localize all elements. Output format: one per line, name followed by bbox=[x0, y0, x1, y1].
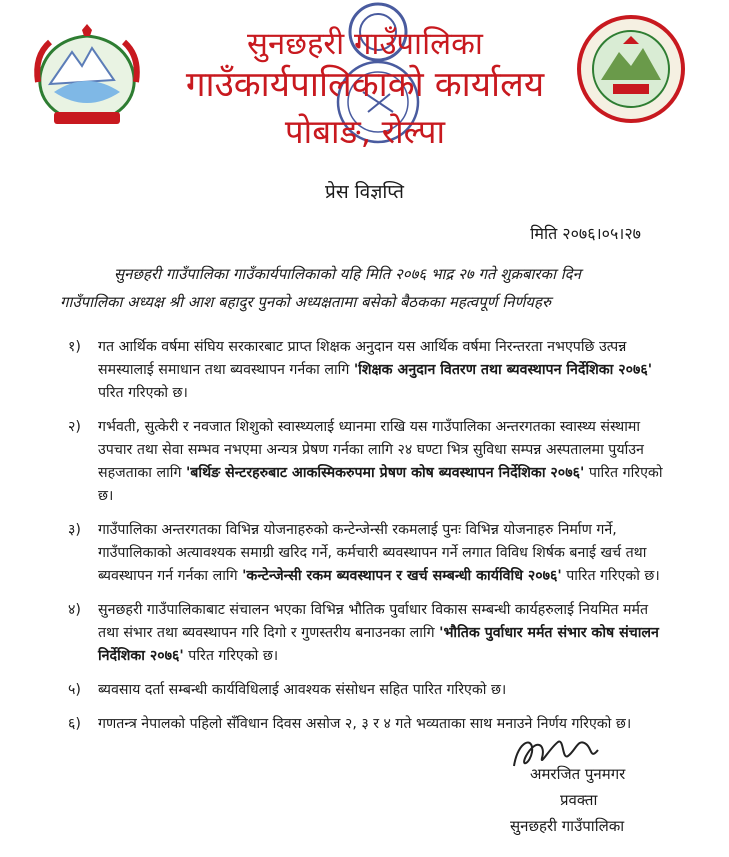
signatory-org: सुनछहरी गाउँपालिका bbox=[510, 817, 625, 835]
list-item bbox=[68, 336, 663, 405]
municipality-logo-icon bbox=[571, 14, 691, 124]
municipality-name: सुनछहरी गाउँपालिका bbox=[247, 26, 483, 62]
item-text: गाउँपालिका अन्तरगतका विभिन्न योजनाहरुको कन्टेन्जेन्सी रकमलाई पुनः विभिन्न योजनाहरु निर्माण गर्ने, गाउँपालिकाको अत्यावश्यक समाग्री खरिद गर्ने, कर्मचारी ब्यवस्थापन गर्ने लगात विविध शिर्षक बनाई खर्च तथा ब्यवस्थापन गर्न गर्नका लागि bbox=[98, 522, 647, 584]
item-number: २) bbox=[68, 419, 81, 435]
item-text: परित गरिएको छ। bbox=[98, 385, 188, 401]
office-address: पोबाङ, रोल्पा bbox=[284, 112, 446, 151]
signature-block bbox=[470, 730, 690, 850]
item-text: गर्भवती, सुत्केरी र नवजात शिशुको स्वास्थ्यलाई ध्यानमा राखि यस गाउँपालिका अन्तरगतका स्वास्थ्य संस्थामा उपचार तथा सेवा सम्भव नभएमा अन्यत्र प्रेषण गर्नका लागि २४ घण्टा भित्र सुविधा सम्पन्न अस्पतालमा पुर्याउन सहजताका लागि bbox=[98, 419, 644, 481]
item-text: गत आर्थिक वर्षमा संघिय सरकारबाट प्राप्त शिक्षक अनुदान यस आर्थिक वर्षमा निरन्तरता नभएपछि उत्पन्न समस्यालाई समाधान तथा ब्यवस्थापन गर्नका लागि bbox=[98, 339, 627, 378]
list-item bbox=[68, 416, 663, 508]
letterhead bbox=[0, 0, 729, 160]
signatory-role: प्रवक्ता bbox=[560, 791, 598, 809]
list-item bbox=[68, 599, 663, 668]
item-title: 'शिक्षक अनुदान वितरण तथा ब्यवस्थापन निर्देशिका २०७६' bbox=[353, 362, 653, 378]
intro-line: सुनछहरी गाउँपालिका गाउँकार्यपालिकाको यहि मिति २०७६ भाद्र २७ गते शुक्रबारका दिन bbox=[114, 265, 581, 283]
item-number: १) bbox=[68, 339, 81, 355]
intro-paragraph bbox=[60, 260, 650, 316]
date-line: मिति २०७६।०५।२७ bbox=[530, 224, 641, 243]
list-item bbox=[68, 519, 663, 588]
item-title: 'कन्टेन्जेन्सी रकम ब्यवस्थापन र खर्च सम्बन्धी कार्यविधि २०७६' bbox=[242, 568, 562, 584]
item-title: 'भौतिक पुर्वाधार मर्मत संभार कोष संचालन निर्देशिका २०७६' bbox=[98, 625, 659, 664]
item-number: ६) bbox=[68, 716, 81, 732]
item-number: ३) bbox=[68, 522, 81, 538]
item-title: 'बर्थिङ सेन्टरहरुबाट आकस्मिकरुपमा प्रेषण कोष ब्यवस्थापन निर्देशिका २०७६' bbox=[185, 465, 585, 481]
decision-list bbox=[68, 336, 663, 747]
item-text: पारित गरिएको छ। bbox=[98, 465, 663, 504]
intro-line: गाउँपालिका अध्यक्ष श्री आश बहादुर पुनको अध्यक्षतामा बसेको बैठकका महत्वपूर्ण निर्णयहरु bbox=[60, 293, 551, 311]
item-text: ब्यवसाय दर्ता सम्बन्धी कार्यविधिलाई आवश्यक संसोधन सहित पारित गरिएको छ। bbox=[98, 682, 507, 698]
item-text: पारित गरिएको छ। bbox=[566, 568, 660, 584]
page-title: प्रेस विज्ञप्ति bbox=[325, 181, 404, 203]
item-number: ४) bbox=[68, 602, 81, 618]
item-text: परित गरिएको छ। bbox=[188, 648, 279, 664]
office-name: गाउँकार्यपालिकाको कार्यालय bbox=[185, 65, 545, 105]
signatory-name: अमरजित पुनमगर bbox=[530, 765, 626, 783]
item-text: गणतन्त्र नेपालको पहिलो सँविधान दिवस असोज २, ३ र ४ गते भव्यताका साथ मनाउने निर्णय गरिएको छ। bbox=[98, 716, 632, 732]
nepal-emblem-icon bbox=[28, 22, 146, 130]
item-number: ५) bbox=[68, 682, 81, 698]
item-text: सुनछहरी गाउँपालिकाबाट संचालन भएका विभिन्न भौतिक पुर्वाधार विकास सम्बन्धी कार्यहरुलाई नियमित मर्मत तथा संभार तथा ब्यवस्थापन गरि दिगो र गुणस्तरीय बनाउनका लागि bbox=[98, 602, 649, 641]
list-item bbox=[68, 679, 663, 702]
